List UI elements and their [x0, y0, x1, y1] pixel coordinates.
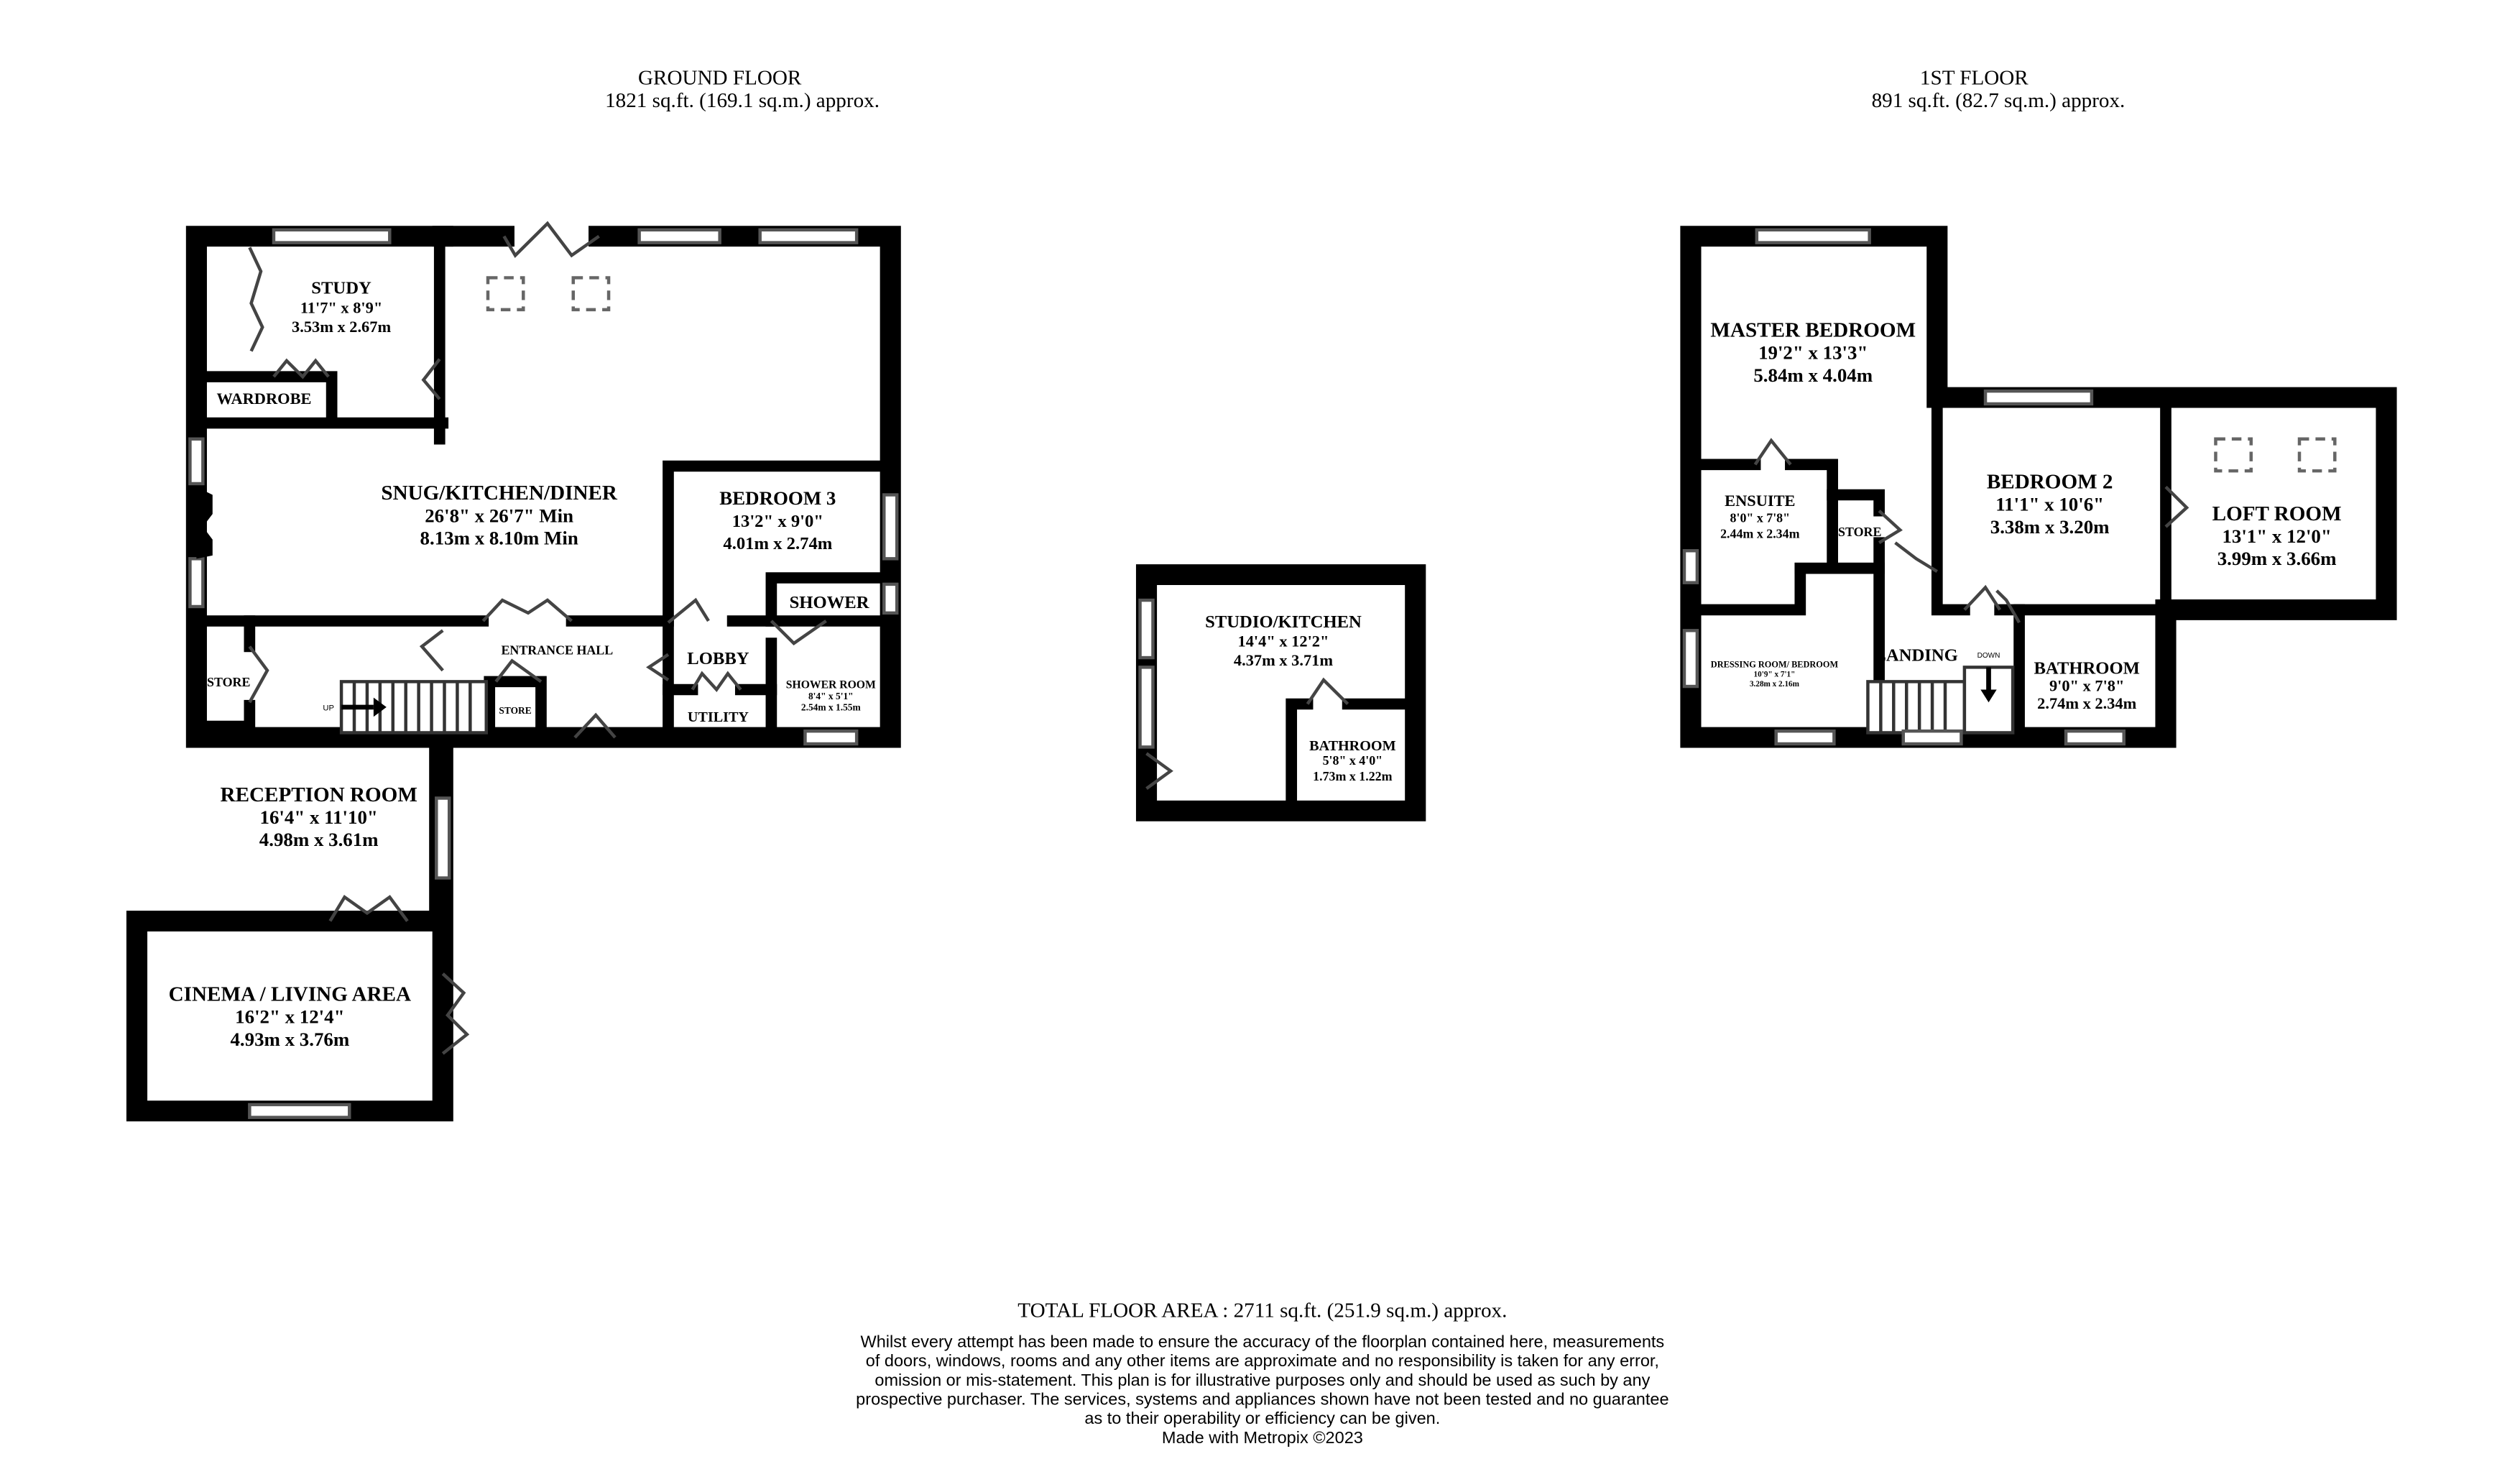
room-dims-studio-kitchen-metric: 4.37m x 3.71m — [1233, 651, 1334, 670]
outer-wall-upper — [137, 236, 890, 1111]
bedroom2-wall — [1937, 397, 1965, 609]
first-floor-title: 1ST FLOOR — [1919, 66, 2029, 90]
door — [1308, 680, 1348, 704]
room-name-master: MASTER BEDROOM — [1710, 318, 1916, 342]
room-name-store-small: STORE — [499, 704, 532, 716]
room-name-bedroom3: BEDROOM 3 — [719, 487, 836, 509]
window — [1684, 630, 1697, 686]
room-name-shower-room: SHOWER ROOM — [785, 678, 876, 691]
room-dims-snug-metric: 8.13m x 8.10m Min — [420, 527, 578, 549]
room-name-entrance-hall: ENTRANCE HALL — [501, 643, 614, 658]
skylight-icon — [2215, 439, 2251, 471]
room-name-cinema: CINEMA / LIVING AREA — [168, 982, 412, 1006]
room-name-studio-kitchen: STUDIO/KITCHEN — [1205, 612, 1362, 632]
room-name-loft: LOFT ROOM — [2212, 502, 2342, 526]
skylight-icon — [488, 277, 523, 309]
window — [884, 495, 897, 559]
window — [1776, 731, 1834, 744]
window — [640, 230, 720, 243]
room-dims-snug-imperial: 26'8" x 26'7" Min — [425, 505, 574, 527]
room-dims-bedroom3-metric: 4.01m x 2.74m — [723, 534, 833, 553]
room-dims-ensuite-imperial: 8'0" x 7'8" — [1730, 510, 1791, 525]
room-name-bedroom2: BEDROOM 2 — [1986, 470, 2113, 494]
room-dims-loft-metric: 3.99m x 3.66m — [2217, 548, 2337, 570]
ground-floor-area: 1821 sq.ft. (169.1 sq.m.) approx. — [605, 88, 880, 112]
room-name-utility: UTILITY — [687, 709, 749, 725]
room-dims-study-metric: 3.53m x 2.67m — [292, 318, 392, 336]
window — [1903, 731, 1962, 744]
room-name-wardrobe: WARDROBE — [216, 390, 312, 408]
store-wall — [1832, 495, 1879, 511]
room-dims-master-metric: 5.84m x 4.04m — [1753, 364, 1873, 386]
room-dims-cinema-imperial: 16'2" x 12'4" — [235, 1005, 345, 1028]
room-dims-dressing-metric: 3.28m x 2.16m — [1749, 680, 1799, 689]
room-name-studio-bathroom: BATHROOM — [1309, 737, 1396, 754]
window — [190, 439, 203, 484]
window — [1140, 600, 1153, 658]
room-dims-dressing-imperial: 10'9" x 7'1" — [1753, 670, 1796, 679]
skylight-icon — [573, 277, 609, 309]
room-dims-bedroom2-metric: 3.38m x 3.20m — [1990, 515, 2110, 538]
door — [668, 600, 709, 622]
disclaimer-line: prospective purchaser. The services, systems and appliances shown have not been tested and no guarantee — [856, 1389, 1669, 1409]
window — [436, 798, 449, 878]
door — [693, 673, 741, 689]
room-name-store-left: STORE — [207, 675, 251, 690]
room-name-bathroom-first: BATHROOM — [2034, 658, 2140, 678]
window — [805, 731, 857, 744]
room-dims-ensuite-metric: 2.44m x 2.34m — [1720, 526, 1800, 541]
room-dims-studio-bathroom-imperial: 5'8" x 4'0" — [1322, 752, 1383, 768]
fireplace-icon — [196, 487, 212, 558]
skylight-icon — [2299, 439, 2335, 471]
stairs-up-label: UP — [323, 704, 334, 713]
window — [274, 230, 389, 243]
room-dims-shower-room-imperial: 8'4" x 5'1" — [808, 690, 854, 701]
door — [249, 647, 267, 703]
total-floor-area: TOTAL FLOOR AREA : 2711 sq.ft. (251.9 sq.m.) approx. — [1017, 1299, 1508, 1322]
window — [190, 558, 203, 607]
door — [249, 247, 262, 351]
room-name-ensuite: ENSUITE — [1725, 492, 1796, 510]
room-dims-shower-room-metric: 2.54m x 1.55m — [800, 701, 861, 713]
room-dims-loft-imperial: 13'1" x 12'0" — [2222, 525, 2332, 548]
room-name-shower: SHOWER — [789, 593, 869, 613]
door — [422, 630, 443, 671]
window — [1757, 230, 1870, 243]
ground-floor-title: GROUND FLOOR — [637, 66, 802, 90]
room-name-lobby: LOBBY — [687, 649, 749, 668]
room-dims-study-imperial: 11'7" x 8'9" — [300, 298, 383, 317]
door — [1896, 543, 1937, 571]
room-dims-bedroom3-imperial: 13'2" x 9'0" — [731, 512, 824, 531]
window — [1684, 551, 1697, 582]
window — [760, 230, 857, 243]
window — [1140, 667, 1153, 747]
door — [504, 224, 599, 255]
room-name-dressing: DRESSING ROOM/ BEDROOM — [1710, 659, 1839, 670]
room-dims-studio-kitchen-imperial: 14'4" x 12'2" — [1237, 632, 1329, 650]
room-dims-bedroom2-imperial: 11'1" x 10'6" — [1995, 493, 2105, 515]
door — [483, 600, 571, 621]
room-dims-reception-metric: 4.98m x 3.61m — [259, 829, 379, 851]
studio-bathroom-wall — [1291, 704, 1307, 811]
disclaimer-line: omission or mis-statement. This plan is for illustrative purposes only and should be used as such by any — [874, 1370, 1651, 1389]
room-dims-bathroom-first-imperial: 9'0" x 7'8" — [2049, 676, 2125, 695]
window — [1985, 391, 2092, 404]
room-dims-cinema-metric: 4.93m x 3.76m — [230, 1028, 350, 1050]
disclaimer-line: Whilst every attempt has been made to ensure the accuracy of the floorplan contained here, measurements — [860, 1332, 1665, 1351]
room-dims-master-imperial: 19'2" x 13'3" — [1758, 341, 1868, 364]
disclaimer-line: of doors, windows, rooms and any other items are approximate and no responsibility is taken for any error, — [865, 1351, 1659, 1371]
stairs-down-label: DOWN — [1977, 652, 2000, 661]
window — [249, 1105, 349, 1118]
window — [884, 584, 897, 613]
metropix-credit: Made with Metropix ©2023 — [1161, 1427, 1363, 1447]
first-floor-area: 891 sq.ft. (82.7 sq.m.) approx. — [1871, 88, 2126, 112]
disclaimer-line: as to their operability or efficiency can be given. — [1084, 1409, 1441, 1428]
room-name-store-first: STORE — [1838, 525, 1882, 540]
room-dims-studio-bathroom-metric: 1.73m x 1.22m — [1313, 769, 1393, 784]
room-name-reception: RECEPTION ROOM — [220, 783, 417, 806]
room-name-snug: SNUG/KITCHEN/DINER — [381, 482, 617, 505]
room-dims-bathroom-first-metric: 2.74m x 2.34m — [2037, 694, 2137, 713]
window — [2066, 731, 2124, 744]
room-name-study: STUDY — [311, 278, 371, 298]
room-dims-reception-imperial: 16'4" x 11'10" — [259, 806, 378, 829]
room-name-landing: LANDING — [1874, 645, 1958, 666]
